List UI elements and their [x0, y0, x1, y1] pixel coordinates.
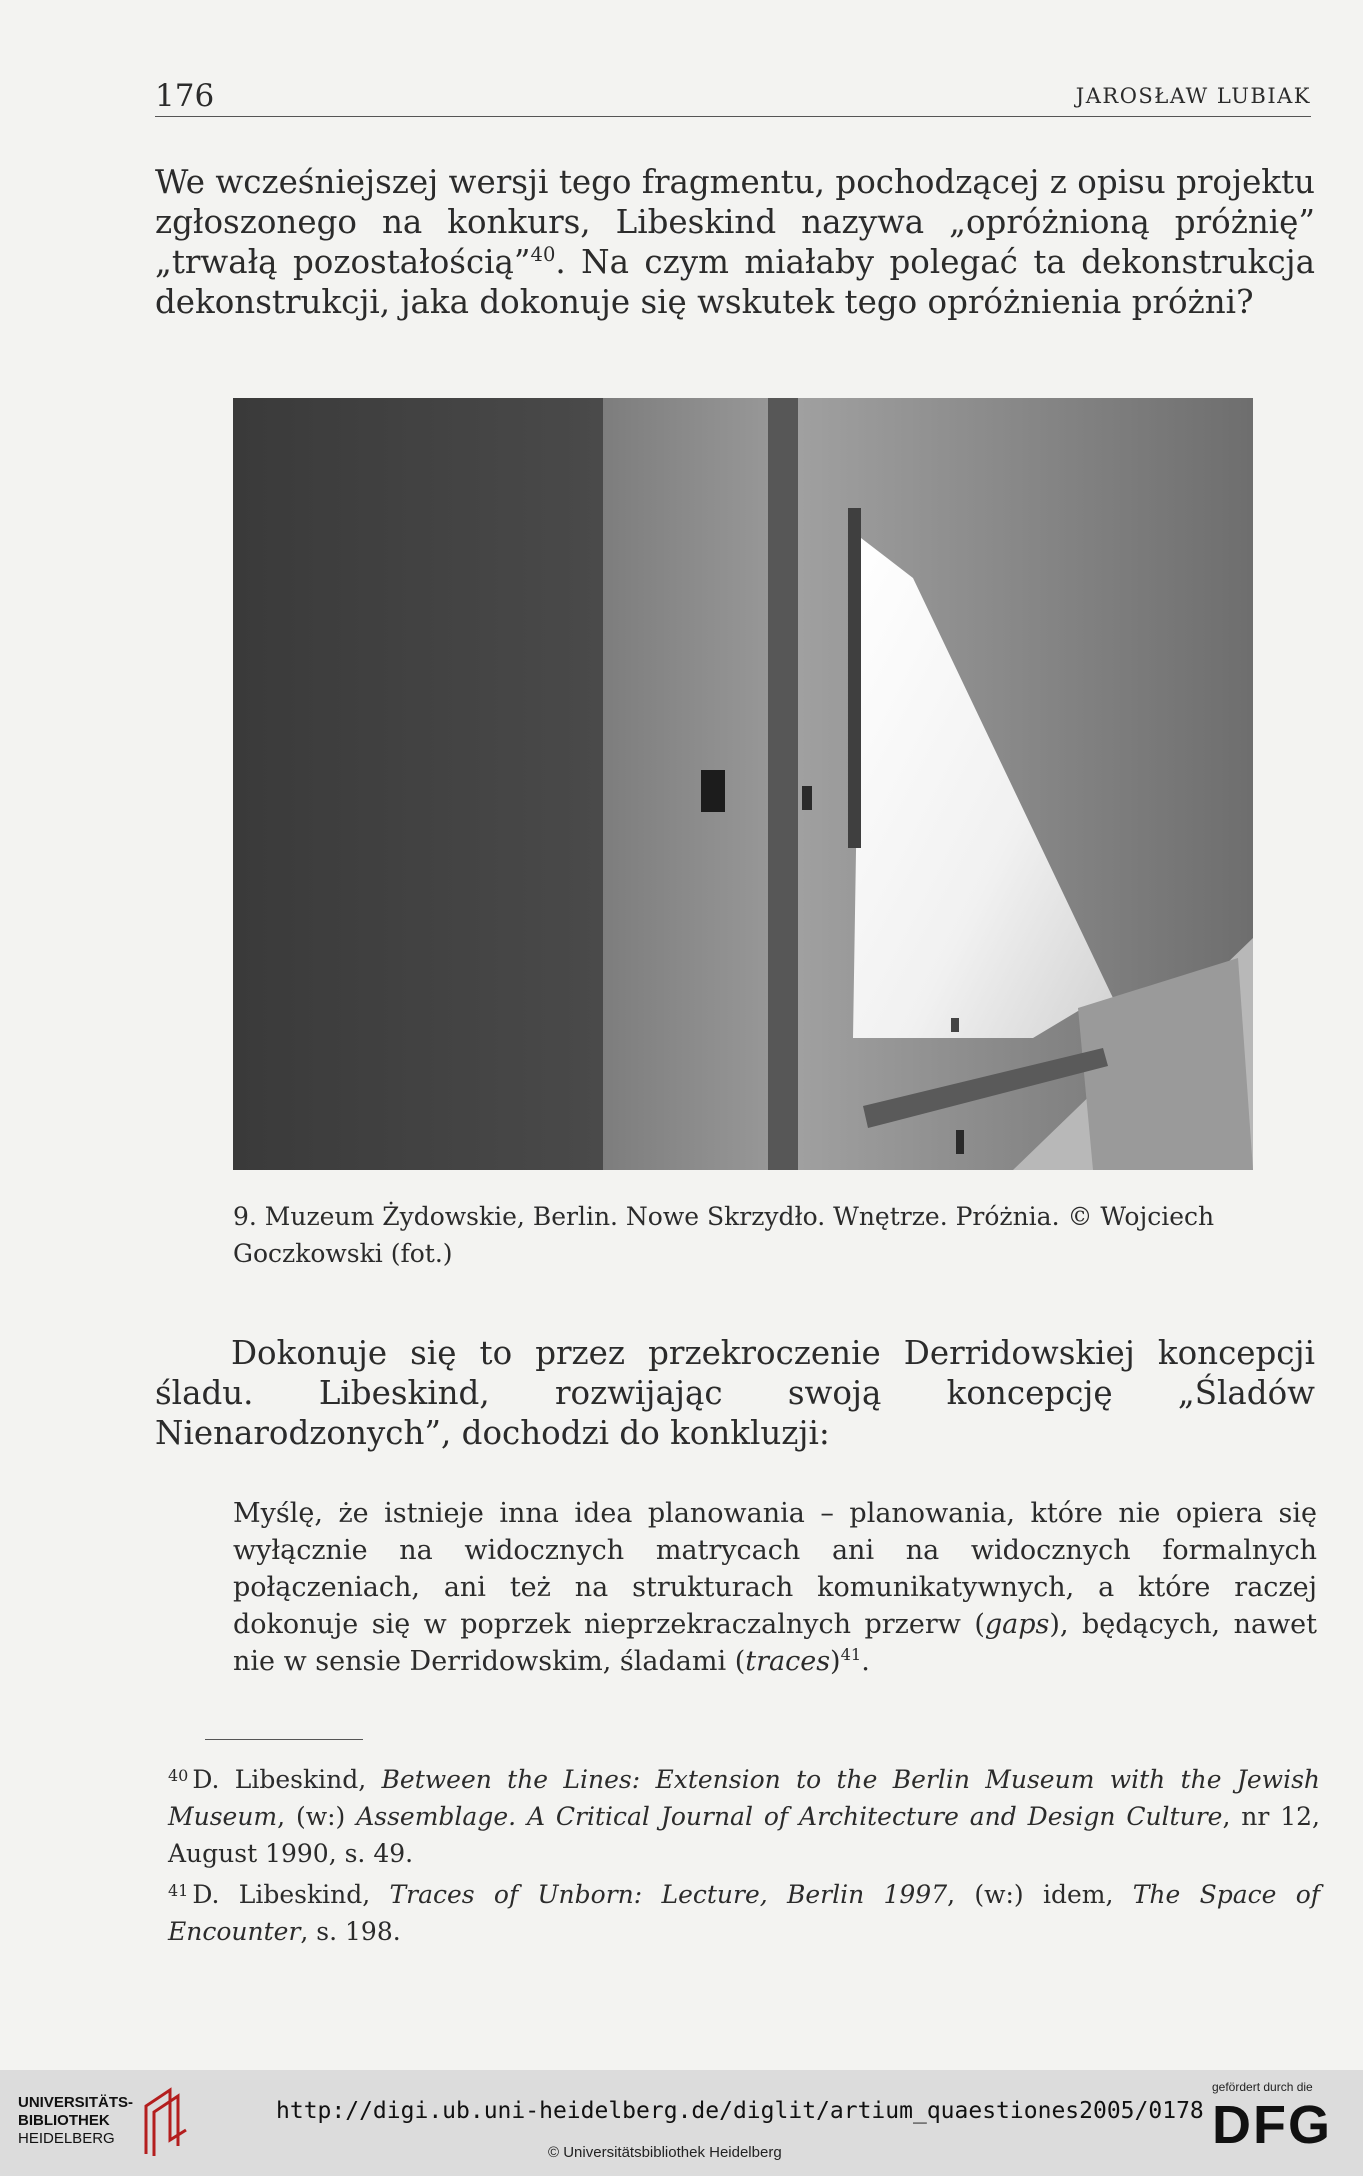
footnote-text: , nr 12, August 1990, s. 49.	[168, 1802, 1320, 1868]
museum-void-photo	[233, 398, 1253, 1170]
footnote-ref-40[interactable]: 40	[530, 243, 556, 267]
funding-note: gefördert durch die	[1212, 2080, 1313, 2094]
paragraph-1	[155, 162, 1315, 322]
paragraph-2: Dokonuje się to przez przekroczenie Derridowskiej koncepcji śladu. Libeskind, rozwijając swoją koncepcję „Śladów Nienarodzonych”, dochodzi do konkluzji:	[155, 1334, 1315, 1452]
footnote-divider	[205, 1739, 363, 1740]
dfg-logo[interactable]: DFG	[1212, 2095, 1332, 2155]
footnote-text: , s. 198.	[300, 1917, 401, 1946]
footnote-number: 40	[168, 1766, 189, 1785]
quote-text-3: )	[830, 1646, 841, 1677]
running-head: JAROSŁAW LUBIAK	[1075, 84, 1311, 108]
permalink-url[interactable]: http://digi.ub.uni-heidelberg.de/diglit/artium_quaestiones2005/0178	[276, 2098, 1204, 2124]
footnote-text: , (w:) idem,	[947, 1880, 1133, 1909]
footnote-ref-41[interactable]: 41	[840, 1645, 862, 1664]
footnote-number: 41	[168, 1881, 189, 1900]
block-quote	[233, 1495, 1317, 1680]
footnote-title: Traces of Unborn: Lecture, Berlin 1997	[389, 1880, 948, 1909]
footnote-text: D. Libeskind,	[192, 1765, 382, 1794]
footnote-journal: The Space of Encounter	[168, 1880, 1320, 1946]
footnote-journal: Assemblage. A Critical Journal of Architecture and Design Culture	[356, 1802, 1223, 1831]
footnote-title: Between the Lines: Extension to the Berlin Museum with the Jewish Museum	[168, 1765, 1321, 1831]
copyright-notice: © Universitätsbibliothek Heidelberg	[548, 2144, 782, 2161]
footnote-40	[168, 1757, 1320, 1872]
photo-graphic	[233, 398, 1253, 1170]
footnote-text: , (w:)	[277, 1802, 357, 1831]
library-emblem-icon	[140, 2084, 192, 2160]
footnote-41	[168, 1872, 1320, 1950]
quote-text-4: .	[861, 1646, 870, 1677]
figure-caption: 9. Muzeum Żydowskie, Berlin. Nowe Skrzydło. Wnętrze. Próżnia. © Wojciech Goczkowski (fot.)	[233, 1202, 1215, 1268]
paragraph-1-text: We wcześniejszej wersji tego fragmentu, pochodzącej z opisu projektu zgłoszonego na konkurs, Libeskind nazywa „opróżnioną próżnię” „trwałą pozostałością”	[155, 163, 1315, 281]
page-header	[155, 78, 1311, 117]
paragraph-1-text-after: . Na czym miałaby polegać ta dekonstrukcja dekonstrukcji, jaka dokonuje się wskutek tego opróżnienia próżni?	[155, 243, 1315, 321]
quote-text-2: ), będących, nawet nie w sensie Derridowskim, śladami (	[233, 1609, 1318, 1677]
library-name-line-3: HEIDELBERG	[18, 2130, 115, 2147]
quote-term-gaps: gaps	[984, 1609, 1050, 1640]
footnotes	[168, 1757, 1320, 1950]
quote-term-traces: traces	[745, 1646, 831, 1677]
library-name-line-1: UNIVERSITÄTS-	[18, 2094, 134, 2111]
page-number: 176	[155, 78, 215, 114]
library-logo[interactable]	[18, 2094, 133, 2148]
viewer-footer	[0, 2070, 1363, 2176]
quote-text-1: Myślę, że istnieje inna idea planowania – planowania, które nie opiera się wyłącznie na widocznych matrycach ani na widocznych formalnych połączeniach, ani też na strukturach komunikatywnych, a które raczej dokonuje się w poprzek nieprzekraczalnych przerw (	[233, 1498, 1317, 1640]
library-name-line-2: BIBLIOTHEK	[18, 2112, 110, 2129]
footnote-text: D. Libeskind,	[192, 1880, 390, 1909]
